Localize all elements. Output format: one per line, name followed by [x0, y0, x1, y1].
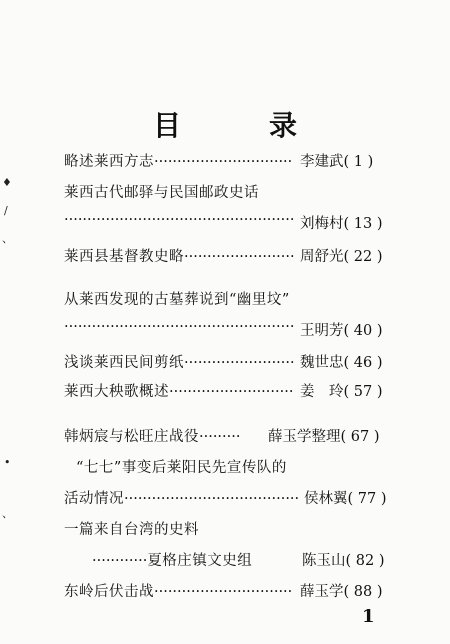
toc-entry-cont[interactable]	[64, 319, 294, 335]
margin-mark: ♦	[2, 176, 12, 189]
margin-mark: 、	[2, 232, 13, 245]
entry-author: 陈玉山( 82 )	[302, 553, 385, 569]
entry-author: 魏世忠( 46 )	[300, 355, 383, 371]
toc-entry[interactable]	[64, 181, 259, 202]
entry-author: 王明芳( 40 )	[300, 323, 383, 339]
leader-dots: ··················································	[64, 319, 295, 335]
page-title: 目 录	[152, 109, 327, 142]
leader-dots: ···························	[169, 384, 294, 400]
leader-dots: ············	[92, 553, 148, 569]
toc-entry[interactable]	[64, 380, 293, 401]
entry-title: “七七”事变后莱阳民先宣传队的	[76, 460, 287, 476]
entry-author: 姜 玲( 57 )	[300, 384, 383, 400]
entry-title: 莱西县基督教史略	[64, 249, 184, 265]
entry-author: 薛玉学( 88 )	[300, 584, 383, 600]
entry-title: 活动情况	[64, 491, 124, 507]
toc-entry[interactable]	[64, 425, 240, 446]
leader-dots: ······································	[124, 491, 300, 507]
toc-entry-cont[interactable]	[64, 212, 294, 228]
toc-entry[interactable]	[64, 351, 295, 372]
leader-dots: ······························	[154, 584, 293, 600]
toc-entry[interactable]	[64, 518, 199, 539]
entry-title: 韩炳宸与松旺庄战役	[64, 429, 199, 445]
entry-subtitle: 夏格庄镇文史组	[147, 553, 253, 569]
toc-entry[interactable]	[64, 288, 290, 309]
leader-dots: ·········	[199, 429, 241, 445]
toc-entry[interactable]	[64, 245, 295, 266]
entry-title: 莱西古代邮驿与民国邮政史话	[64, 185, 259, 201]
entry-title: 一篇来自台湾的史料	[64, 522, 199, 538]
margin-mark: /	[4, 204, 8, 217]
leader-dots: ······························	[154, 154, 293, 170]
leader-dots: ··················································	[64, 212, 295, 228]
entry-title: 浅谈莱西民间剪纸	[64, 355, 184, 371]
margin-mark: 、	[2, 507, 13, 520]
entry-author: 薛玉学整理( 67 )	[268, 429, 380, 445]
toc-entry[interactable]	[64, 580, 292, 601]
entry-title: 莱西大秧歌概述	[64, 384, 169, 400]
entry-author: 李建武( 1 )	[300, 154, 374, 170]
toc-entry[interactable]	[76, 456, 287, 477]
entry-author: 刘梅村( 13 )	[300, 216, 383, 232]
toc-entry-cont[interactable]	[64, 487, 299, 508]
entry-author: 周舒光( 22 )	[300, 249, 383, 265]
entry-title: 从莱西发现的古墓葬说到“幽里坟”	[64, 292, 290, 308]
entry-author: 侯林翼( 77 )	[304, 491, 387, 507]
toc-entry[interactable]	[64, 150, 292, 171]
page-number: 1	[362, 606, 375, 627]
leader-dots: ························	[184, 355, 295, 371]
margin-mark: •	[4, 456, 11, 469]
leader-dots: ························	[184, 249, 295, 265]
entry-title: 略述莱西方志	[64, 154, 154, 170]
entry-title: 东岭后伏击战	[64, 584, 154, 600]
toc-entry-cont[interactable]	[92, 549, 252, 570]
